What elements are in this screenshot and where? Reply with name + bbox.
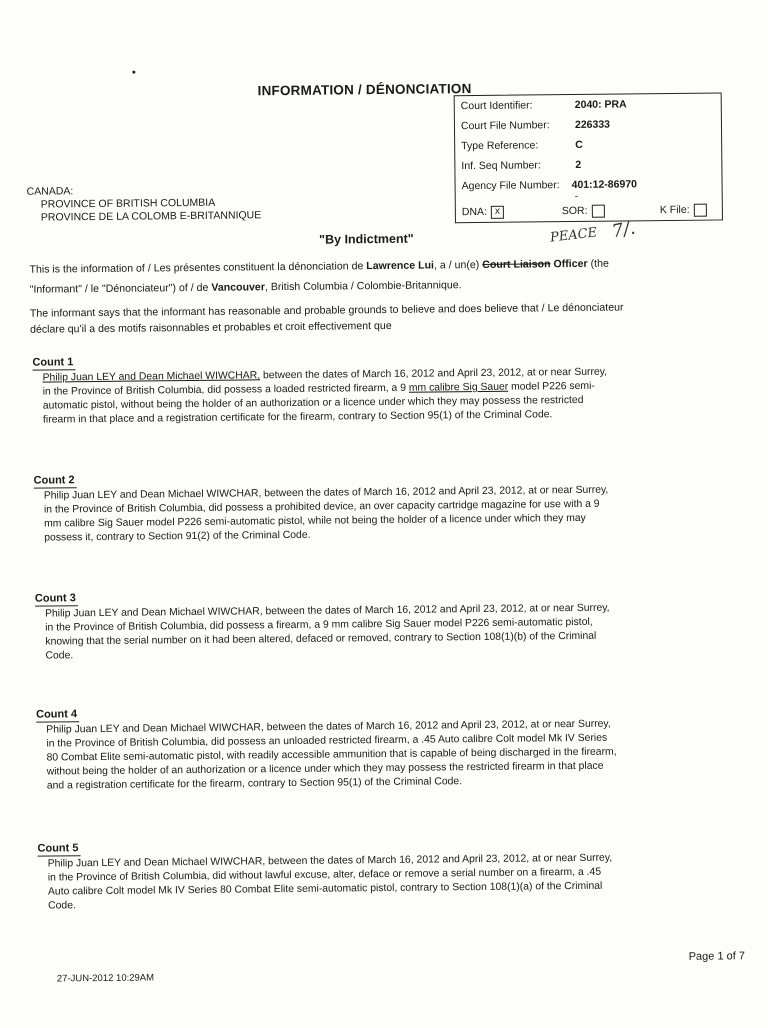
type-reference-label: Type Reference: [461, 137, 538, 154]
informant-line2-a: "Informant" / le "Dénonciateur") of / de [30, 282, 212, 296]
informant-mid: , a / un(e) [434, 259, 482, 272]
inf-seq-number-value: 2 [575, 157, 581, 173]
handwritten-mark: 7/. [610, 218, 637, 243]
count-heading: Count 1 [32, 355, 75, 370]
count-3 [35, 585, 716, 664]
informant-struck-title: Court Liaison [482, 258, 550, 271]
dna-label: DNA: [462, 206, 487, 218]
belief-paragraph [30, 298, 720, 337]
count-body [38, 851, 719, 914]
scan-speck [132, 71, 135, 74]
count-line-part: in the Province of British Columbia, did possess a loaded restricted firearm, a 9 [43, 383, 409, 398]
court-file-number-label: Court File Number: [461, 117, 550, 134]
box-dash: - [575, 191, 578, 202]
informant-line-2 [30, 274, 720, 297]
k-file-label: K File: [660, 204, 690, 216]
informant-suffix: (the [588, 258, 609, 270]
count-line-rest: between the dates of March 16, 2012 and April 23, 2012, at or near Surrey, [260, 367, 607, 382]
count-body [33, 365, 714, 428]
count-heading: Count 2 [34, 473, 77, 488]
page-number: Page 1 of 7 [689, 950, 745, 963]
informant-prefix: This is the information of / Les présentes constituent la dénonciation de [29, 260, 366, 276]
count-line: in the Province of British Columbia, did possess a firearm, a 9 mm calibre Sig Sauer model P226 semi-automatic pistol, [45, 615, 715, 636]
count-heading: Count 5 [37, 841, 80, 856]
count-line: without being the holder of an authorization or a licence under which they may possess the restricted firearm in that place [47, 759, 717, 780]
count-line: Philip Juan LEY and Dean Michael WIWCHAR, between the dates of March 16, 2012 and April 23, 2012, at or near Surrey, [45, 601, 715, 622]
informant-line2-b: , British Columbia / Colombie-Britannique. [265, 279, 462, 293]
count-line: automatic pistol, without being the holder of an authorization or a licence under which they may possess the restricted [43, 393, 713, 414]
k-file-checkbox[interactable] [694, 203, 707, 216]
dna-flag [462, 204, 504, 220]
count-line: 80 Combat Elite semi-automatic pistol, with readily accessible ammunition that is capable of being discharged in the firearm, [46, 745, 716, 766]
count-1 [32, 349, 713, 428]
count-body [35, 601, 716, 664]
count-line: possess it, contrary to Section 91(2) of the Criminal Code. [44, 525, 714, 546]
count-line: Code. [45, 643, 715, 664]
by-indictment-label: "By Indictment" [319, 232, 414, 247]
court-file-number-value: 226333 [575, 117, 610, 133]
sor-checkbox[interactable] [591, 204, 604, 217]
count-2 [34, 467, 715, 546]
court-identifier-value: 2040: PRA [575, 96, 627, 113]
type-reference-value: C [575, 137, 583, 153]
count-line: in the Province of British Columbia, did possess a prohibited device, an over capacity cartridge magazine for use with a 9 [44, 497, 714, 518]
count-line: firearm in that place and a registration certificate for the firearm, contrary to Section 95(1) of the Criminal Code. [43, 407, 713, 428]
count-line: and a registration certificate for the firearm, contrary to Section 95(1) of the Criminal Code. [47, 773, 717, 794]
document-title: INFORMATION / DÉNONCIATION [258, 81, 472, 98]
count-line-part: model P226 semi- [508, 381, 595, 393]
count-line: mm calibre Sig Sauer model P226 semi-automatic pistol, while not being the holder of a licence under which they may [44, 511, 714, 532]
k-file-flag [660, 202, 707, 218]
count-line: Auto calibre Colt model Mk IV Series 80 Combat Elite semi-automatic pistol, contrary to Section 108(1)(a) of the Criminal [48, 879, 718, 900]
informant-paragraph [29, 254, 719, 297]
count-heading: Count 4 [36, 707, 79, 722]
count-4 [36, 701, 717, 794]
sor-label: SOR: [562, 205, 588, 217]
count-line: in the Province of British Columbia, did possess an unloaded restricted firearm, a .45 Auto calibre Colt model Mk IV Series [46, 731, 716, 752]
inf-seq-number-label: Inf. Seq Number: [461, 157, 541, 174]
belief-line-1: The informant says that the informant has reasonable and probable grounds to believe and does believe that / Le dénonciateur [30, 298, 720, 321]
agency-file-number-label: Agency File Number: [462, 177, 560, 194]
belief-line-2: déclare qu'il a des motifs raisonnables et probables et croit effectivement que [30, 314, 720, 337]
informant-name: Lawrence Lui [366, 259, 434, 272]
count-line: Philip Juan LEY and Dean Michael WIWCHAR, between the dates of March 16, 2012 and April 23, 2012, at or near Surrey, [48, 851, 718, 872]
court-info-box [454, 92, 723, 223]
sor-flag [562, 203, 605, 219]
count-line: Code. [48, 893, 718, 914]
count-heading: Count 3 [35, 591, 78, 606]
count-line: in the Province of British Columbia, did without lawful excuse, alter, deface or remove a serial number on a firearm, a .45 [48, 865, 718, 886]
informant-line-1 [29, 254, 719, 277]
count-body [34, 483, 715, 546]
fax-timestamp: 27-JUN-2012 10:29AM [57, 972, 154, 984]
accused-names: Philip Juan LEY and Dean Michael WIWCHAR, [43, 370, 261, 383]
count-body [36, 717, 717, 794]
weapon-underlined: mm calibre Sig Sauer [409, 382, 508, 394]
jurisdiction-country: CANADA: [27, 183, 261, 198]
count-line: knowing that the serial number on it had been altered, defaced or removed, contrary to Section 108(1)(b) of the Criminal [45, 629, 715, 650]
jurisdiction-block [27, 183, 262, 224]
count-line: Philip Juan LEY and Dean Michael WIWCHAR, between the dates of March 16, 2012 and April 23, 2012, at or near Surrey, [46, 717, 716, 738]
court-identifier-label: Court Identifier: [461, 97, 533, 114]
jurisdiction-province-fr: PROVINCE DE LA COLOMB E-BRITANNIQUE [27, 209, 261, 224]
dna-checkbox[interactable]: x [491, 205, 504, 218]
agency-file-number-value: 401:12-86970 [572, 176, 638, 193]
informant-city: Vancouver [211, 281, 265, 294]
handwritten-note: PEACE [549, 225, 597, 245]
flags-row [462, 201, 718, 220]
jurisdiction-province-en: PROVINCE OF BRITISH COLUMBIA [27, 196, 261, 211]
informant-officer: Officer [550, 258, 587, 270]
count-5 [37, 835, 718, 914]
count-line: Philip Juan LEY and Dean Michael WIWCHAR, between the dates of March 16, 2012 and April 23, 2012, at or near Surrey, [44, 483, 714, 504]
